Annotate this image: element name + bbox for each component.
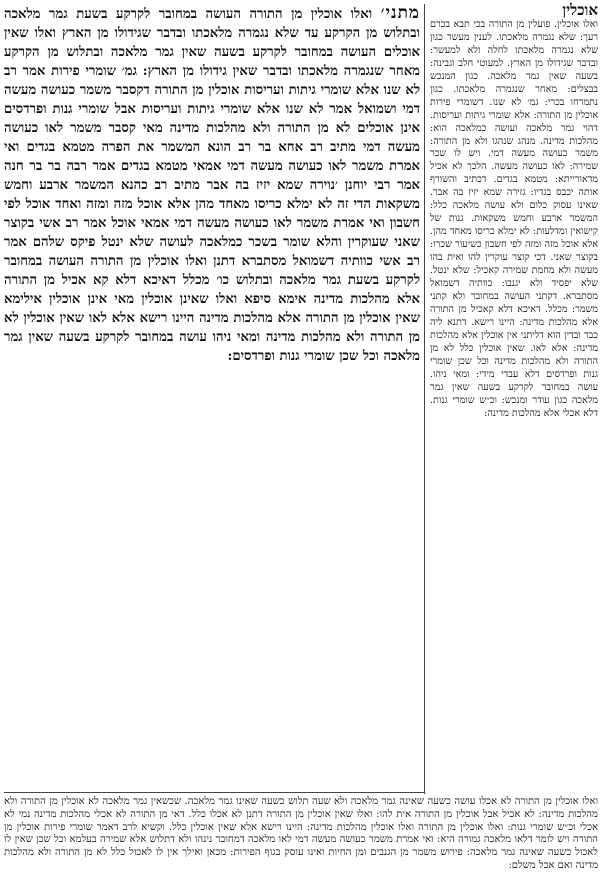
bottom-text: ואלו אוכלין מן התורה לא אכלו עושה כשעה שאינה גמר מלאכה ולא שעה תלוש כשעה שאינו גמר מלאכה. שכשאין גמר מלאכה לא אוכלין מן התורה ולא מהלכות מדינה: לא אכיל אבל אוכלין מן התורה אית להו: ואלו שאין אוכלין מן התורה דתנן לא אכלו כלל. דאי מן התורה לא אכלי מהלכות מדינה נמי לא אכלי וכ״ש שומרי גנות: ואלו אוכלין מן התורה ואלו אוכלין מהלכות מדינה: היינו רישא אלא שאין אוכלין כלל. וקשיא לרב דאמר שומרי פירות אוכלין מן התורה ויש לומר דלאו מלאכה גמורה היא: ואי אמרת משמר כעושה מעשה דמי לאו מלאכה דמחובר נינהו ולא דתלוש אלא שמירה בעלמא וכל שכן שאין לו לאכול כשעה שאינה גמר מלאכה: פירוש משמר מן הגנבים ומן החיות ואינו עוסק בגוף הפירות: מכאן ואילך אין לו לאכול כלל לא מן התורה ולא מהלכות מדינה ואם אכל משלם: [4,796,598,871]
main-text-column [4,4,420,742]
main-body: ואלו אוכלין מן התורה העושה במחובר לקרקע בשעת גמר מלאכה ובתלוש מן הקרקע עד שלא נגמרה מלאכתו ובדבר שגידולו מן הארץ ואלו שאין אוכלים העושה במחובר לקרקע בשעה שאין גמר מלאכה ובתלוש מן הקרקע מאחר שנגמרה מלאכתו ובדבר שאין גידולו מן הארץ: גמ׳ שומרי פירות אמר רב לא שנו אלא שומרי גיתות ועריסות אוכלין מן התורה דקסבר משמר כעושה מעשה דמי ושמואל אמר לא שנו אלא שומרי גיתות ועריסות אבל שומרי גנות ופרדסים אינן אוכלים לא מן התורה ולא מהלכות מדינה מאי קסבר משמר לאו כעושה מעשה דמי מתיב רב אחא בר רב הונא המשמר את הפרה מטמא בגדים ואי אמרת משמר לאו כעושה מעשה דמי אמאי מטמא בגדים אמר רבה בר בר חנה אמר רבי יוחנן ׳נוירה שמא יזיז בה אבר מתיב רב כהנא המשמר ארבע וחמש משקאות הדי זה לא ימלא כריסו מאחד מהן אלא אוכל מזה ומזה ואחד אוכל לפי חשבון ואי אמרת משמר לאו כעושה מעשה דמי אמאי אוכל אמר רב אשי בקוצר שאני שעוקרין והלא שומר בשכר כמלאכה לעושה שלא ינטל פיקס שלהם אמר רב אשי כוותיה דשמואל מסתברא דתנן ואלו אוכלין מן התורה העושה במחובר לקרקע בשעת גמר מלאכה ובתלוש כו׳ מכלל דאיכא דלא קא אכיל מן התורה אלא מהלכות מדינה אימא סיפא ואלו שאינן אוכלין מאי אינן אוכלין אילימא שאין אוכלין מן התורה אלא מהלכות מדינה היינו רישא אלא לאו שאין אוכלין לא מן התורה ולא מהלכות מדינה ומאי ניהו עושה במחובר לקרקע בשעה שאין גמר מלאכה וכל שכן שומרי גנות ופרדסים: [4,7,420,364]
column-divider [424,4,425,794]
rashi-heading: אוכלין [562,1,598,19]
mishnah-opening-word: מתני׳ [380,3,421,23]
rashi-commentary-column [430,1,598,794]
rashi-text: ואלו אוכלין. פועלין מן התורה בכי תבא בכרם רעך: שלא נגמרה מלאכתו. לענין מעשר כגון שלא נגמרה מלאכתו לחלה ולא למעשר: ובדבר שגידולו מן הארץ. למעוטי חלב וגבינה: בשעה שאין גמר מלאכה. כגון המנכש בבצלים: מאחר שנגמרה מלאכתו. כגון נתמרחו בכרי: גמ׳ לא שנו. דשומרי פירות אוכלין מן התורה: אלא שומרי גיתות ועריסות. דהוי גמר מלאכה ועושה כמלאכה הוא: מהלכות מדינה. מנהג שנהגו ולא מן התורה: משמר כעושה מעשה דמי. ויש לו שכר שמירה: לאו כעושה מעשה. הלכך לא אכיל מדאורייתא: מטמא בגדים. דכתיב והשורף אותה יכבס בגדיו: גזירה שמא יזיז בה אבר. שאינו עסוק כלום ולא עושה מלאכה כלל: המשמר ארבע וחמש משקאות. גנות של קישואין ומדלעות: לא ימלא כריסו מאחד מהן. אלא אוכל מזה ומזה לפי חשבון כשיעור שכרו: בקוצר שאני. דכי קוצר עוקרין להו ואית בהו מעשה ולא מחמת שמירה קאכיל: שלא ינטל. שלא יפסיד ולא יגנבו: כוותיה דשמואל מסתברא. דקתני העושה במחובר ולא קתני משמר: מכלל. דאיכא דלא קאכיל מן התורה אלא מהלכות מדינה: היינו רישא. דתנא ליה כבר ובדין הוא דליתני אין אוכלין אלא מהלכות מדינה: אלא לאו. שאין אוכלין כלל לא מן התורה ולא מהלכות מדינה וכל שכן שומרי גנות ופרדסים דלא עבדי מידי: ומאי ניהו. עושה במחובר לקרקע בשעה שאין גמר מלאכה כגון עודר ומנכש: וכ״ש שומרי גנות. דלא אכלי אלא מהלכות מדינה: [430,18,598,419]
bottom-commentary [4,796,598,892]
main-text [4,4,420,366]
footer-divider [4,792,424,793]
